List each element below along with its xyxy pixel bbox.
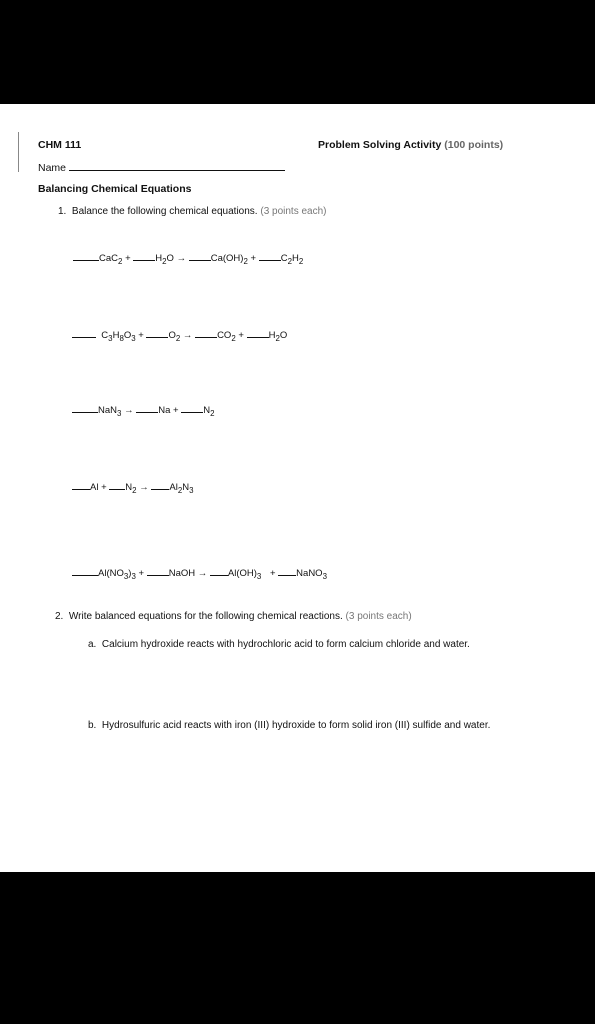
equation-2 [72,329,287,343]
coefficient-blank[interactable] [247,329,269,338]
plus-sign: + [125,253,131,264]
formula: NaNO$_3$ [296,568,327,581]
activity-points: (100 points) [444,139,504,151]
question-2a-letter: a. [88,639,97,650]
question-2b-text: Hydrosulfuric acid reacts with iron (III) hydroxide to form solid iron (III) sulfide and water. [101,720,491,731]
formula: $Ca(OH)_2$ [210,253,248,266]
coefficient-blank[interactable] [72,481,90,490]
equation-1 [73,252,303,266]
formula: Na [158,405,171,416]
plus-sign: + [101,482,107,493]
coefficient-blank[interactable] [189,252,211,261]
formula: $H_2O$ [155,253,174,266]
coefficient-blank[interactable] [181,404,203,413]
coefficient-blank[interactable] [210,567,228,576]
coefficient-blank[interactable] [72,567,98,576]
formula: $C_2H_2$ [280,253,304,266]
margin-mark [18,132,19,172]
equation-3 [72,404,214,418]
plus-sign: + [173,405,179,416]
coefficient-blank[interactable] [146,329,168,338]
course-code: CHM 111 [38,139,82,151]
formula: NaN$_3$ [98,405,122,418]
coefficient-blank[interactable] [151,481,169,490]
equation-4 [72,481,194,495]
formula: $Al(OH)_3$ [227,568,262,581]
coefficient-blank[interactable] [73,252,99,261]
question-2a-text: Calcium hydroxide reacts with hydrochloric acid to form calcium chloride and water. [101,639,470,650]
coefficient-blank[interactable] [109,481,125,490]
coefficient-blank[interactable] [259,252,281,261]
name-row [38,160,285,174]
question-2 [55,611,412,622]
formula: $O_2$ [168,330,181,343]
formula: $Al_2N_3$ [169,482,194,495]
formula: NaOH [168,568,196,579]
formula: $Al(NO_3)_3$ [98,568,136,581]
worksheet-page [0,104,595,872]
question-1-number: 1. [58,206,67,217]
activity-title [318,139,503,151]
formula: CaC$_2$ [99,253,123,266]
plus-sign: + [238,330,244,341]
coefficient-blank[interactable] [136,404,158,413]
coefficient-blank[interactable] [72,329,96,338]
section-title: Balancing Chemical Equations [38,183,192,195]
question-1-points: (3 points each) [260,206,327,217]
activity-title-text: Problem Solving Activity [318,139,442,151]
formula: $C_3H_8O_3$ [101,330,136,343]
name-label: Name [38,162,67,174]
formula: $H_2O$ [268,330,288,343]
coefficient-blank[interactable] [133,252,155,261]
question-1 [58,206,327,217]
coefficient-blank[interactable] [147,567,169,576]
question-2b-letter: b. [88,720,97,731]
question-2-number: 2. [55,611,64,622]
coefficient-blank[interactable] [72,404,98,413]
plus-sign: + [138,568,145,579]
formula: Al [90,482,99,493]
arrow-icon: → [124,405,134,416]
name-blank-line[interactable] [69,160,285,171]
question-2a [88,639,470,650]
plus-sign: + [269,568,276,579]
arrow-icon: → [139,482,149,493]
equation-5 [72,567,327,581]
arrow-icon: → [197,568,208,579]
plus-sign: + [138,330,144,341]
question-2b [88,720,490,731]
formula: $CO_2$ [217,330,236,343]
coefficient-blank[interactable] [195,329,217,338]
coefficient-blank[interactable] [278,567,296,576]
plus-sign: + [250,253,257,264]
arrow-icon: → [176,253,187,264]
question-2-text: Write balanced equations for the following chemical reactions. [68,611,343,622]
question-1-text: Balance the following chemical equations. [71,206,258,217]
formula: $N_2$ [125,482,137,495]
arrow-icon: → [182,330,193,341]
question-2-points: (3 points each) [345,611,412,622]
formula: $N_2$ [203,405,215,418]
